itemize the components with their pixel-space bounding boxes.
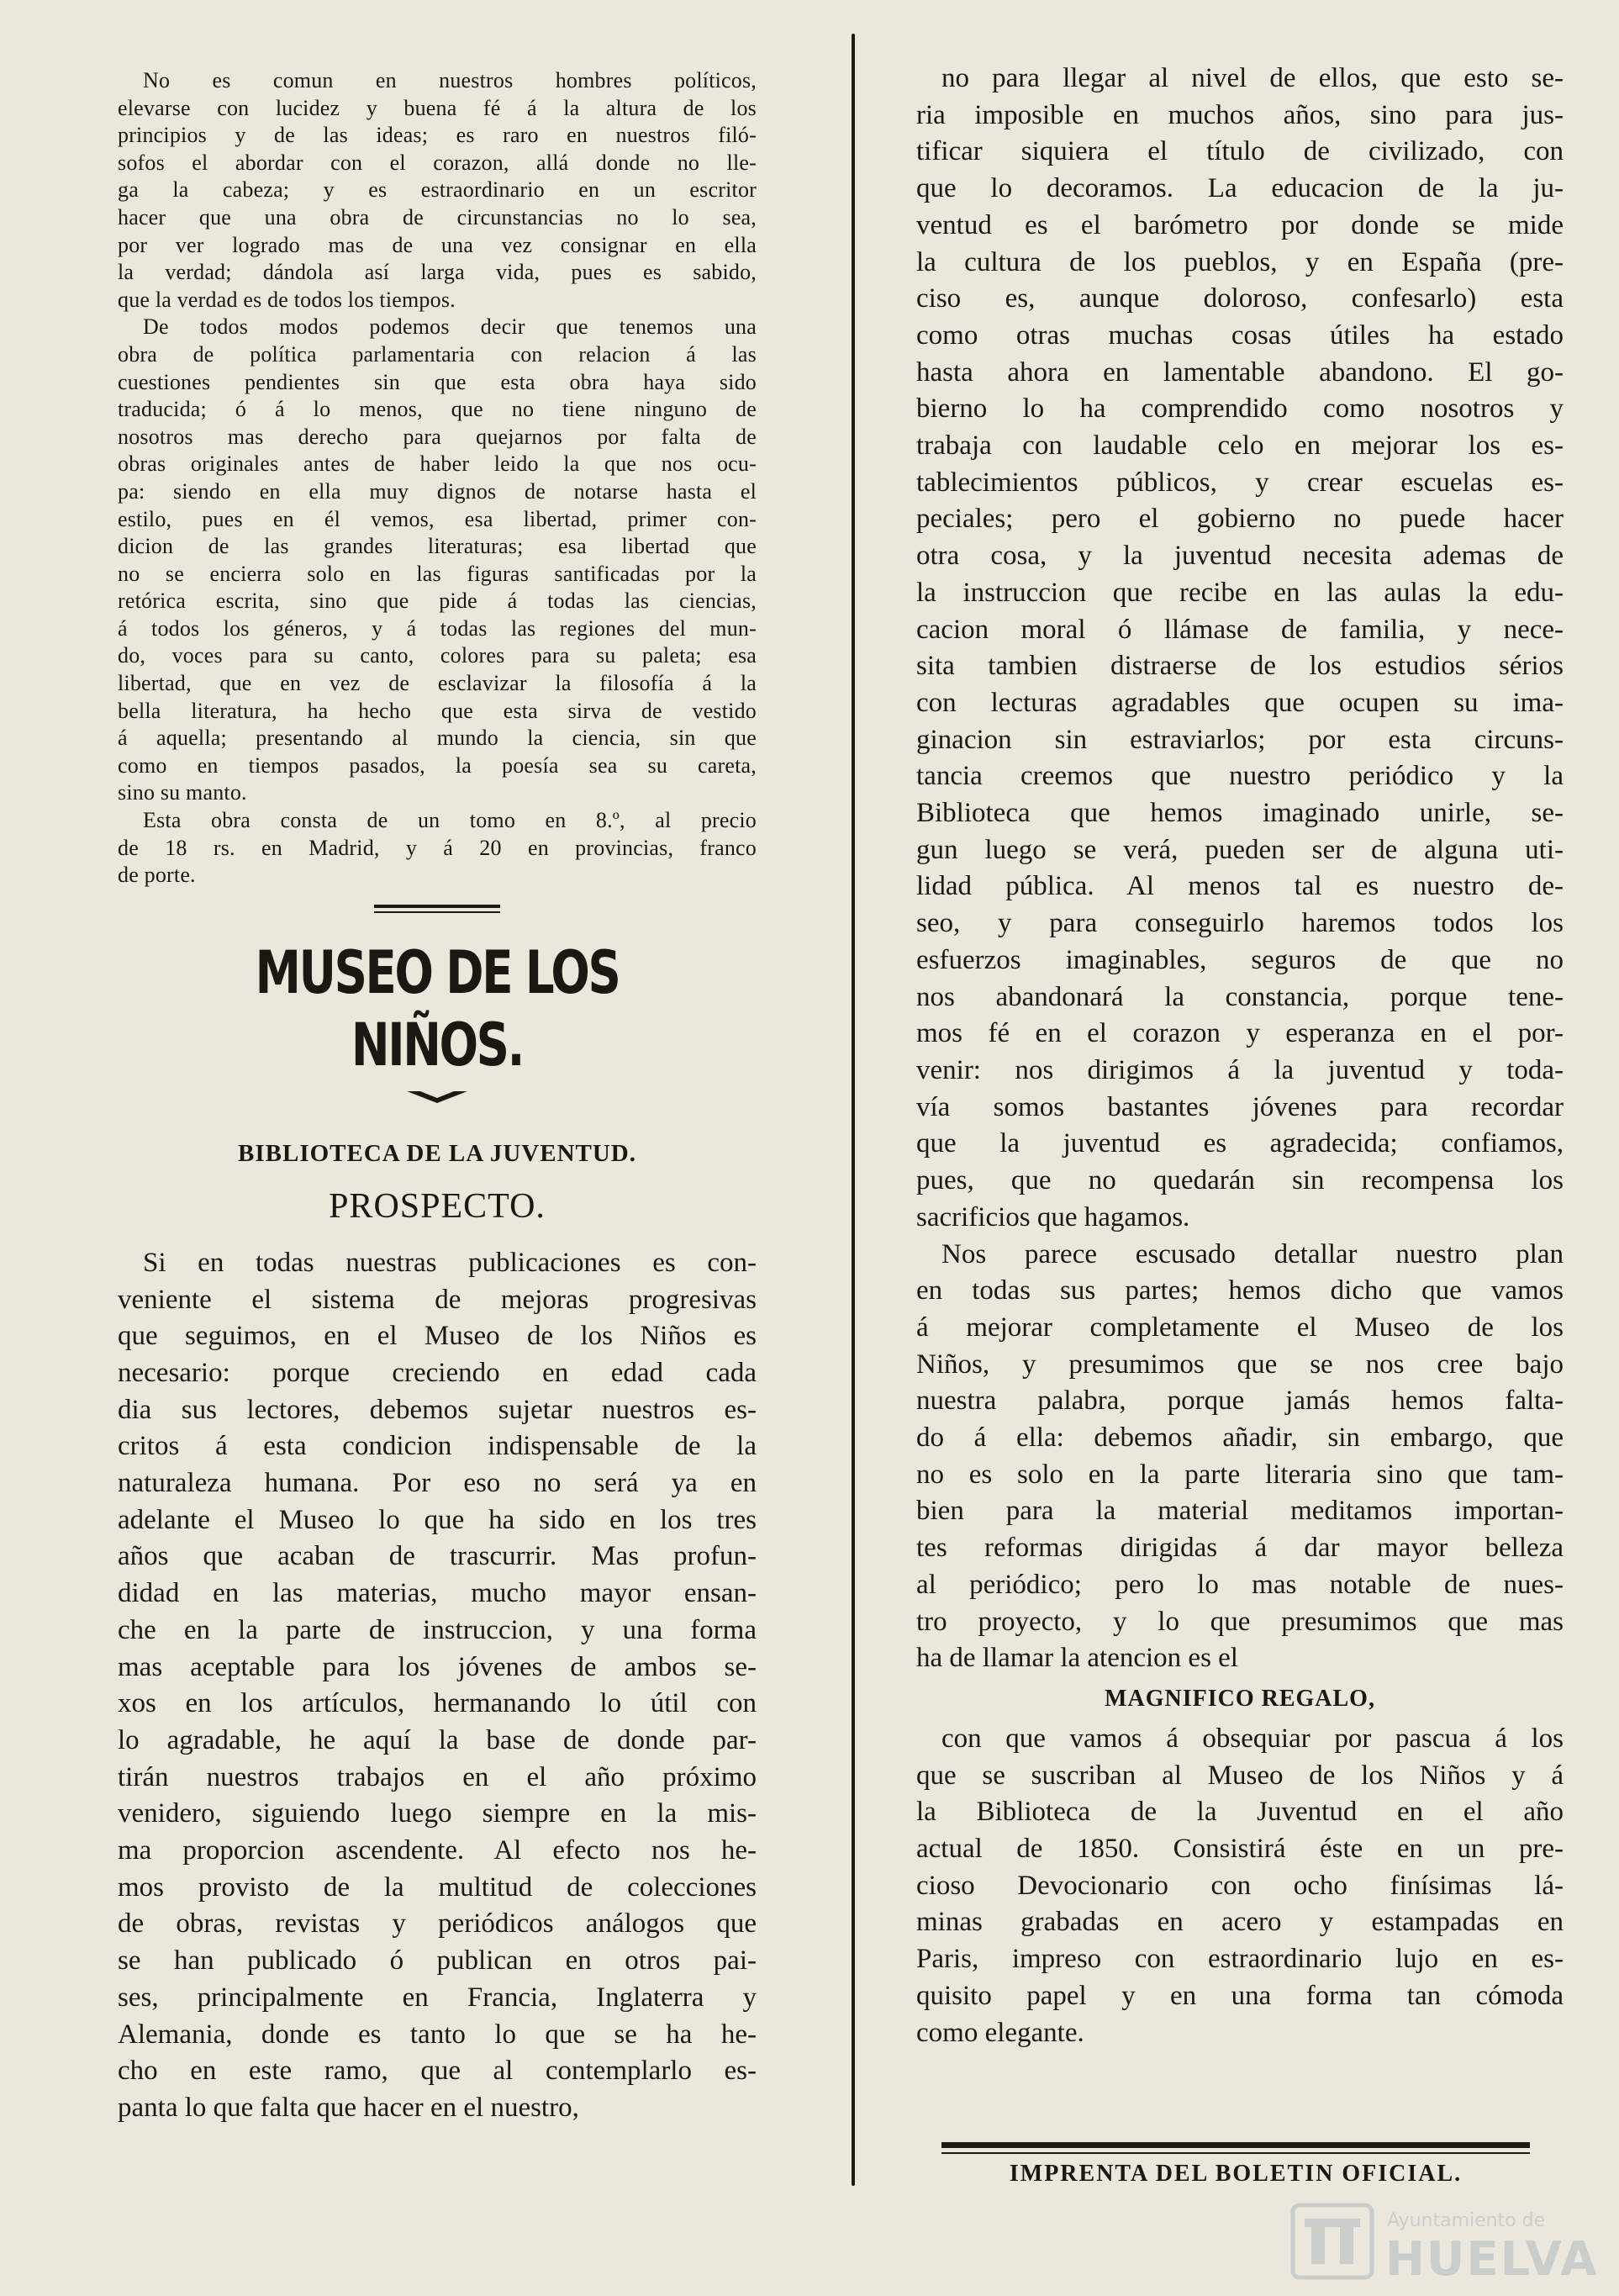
text-line: ha de llamar la atencion es el [916, 1643, 1238, 1674]
text-line: que la juventud es agradecida; confiamos, [916, 1128, 1564, 1159]
text-line: bella literatura, ha hecho que esta sirva de vestido [118, 698, 757, 723]
text-line: panta lo que falta que hacer en el nuestro, [118, 2092, 579, 2123]
right-column [916, 61, 1564, 2051]
section-divider [374, 905, 500, 913]
text-line: No es comun en nuestros hombres políticos, [143, 68, 757, 92]
text-line: venidero, siguiendo luego siempre en la mis- [118, 1798, 757, 1829]
text-line: critos á esta condicion indispensable de la [118, 1431, 757, 1462]
imprint: IMPRENTA DEL BOLETIN OFICIAL. [1009, 2161, 1463, 2187]
text-line: naturaleza humana. Por eso no será ya en [118, 1468, 757, 1499]
text-line: cho en este ramo, que al contemplarlo es- [118, 2056, 757, 2087]
text-line: á mejorar completamente el Museo de los [916, 1312, 1564, 1343]
text-line: que la verdad es de todos los tiempos. [118, 287, 456, 312]
text-line: tancia creemos que nuestro periódico y la [916, 761, 1564, 792]
text-line: tificar siquiera el título de civilizado, con [916, 136, 1564, 167]
text-line: necesario: porque creciendo en edad cada [118, 1357, 757, 1388]
text-line: con lecturas agradables que ocupen su ima- [916, 687, 1564, 718]
text-line: lo agradable, he aquí la base de donde par- [118, 1724, 757, 1755]
text-line: actual de 1850. Consistirá éste en un pre- [916, 1834, 1564, 1865]
text-line: esfuerzos imaginables, seguros de que no [916, 944, 1564, 975]
text-line: adelante el Museo lo que ha sido en los tres [118, 1504, 757, 1535]
text-line: peciales; pero el gobierno no puede hacer [916, 504, 1564, 535]
text-line: de 18 rs. en Madrid, y á 20 en provincias, franco [118, 835, 757, 860]
text-line: estilo, pues en él vemos, esa libertad, primer con- [118, 506, 757, 531]
right-paragraph-1 [916, 61, 1564, 1237]
text-line: la Biblioteca de la Juventud en el año [916, 1797, 1564, 1828]
text-line: dicion de las grandes literaturas; esa libertad que [118, 534, 757, 559]
text-line: quisito papel y en una forma tan cómoda [916, 1980, 1564, 2011]
intro-paragraph-2 [118, 314, 757, 807]
text-line: bierno lo ha comprendido como nosotros y [916, 393, 1564, 425]
text-line: de porte. [118, 863, 196, 888]
text-line: Esta obra consta de un tomo en 8.º, al precio [143, 808, 757, 833]
text-line: Alemania, donde es tanto lo que se ha he- [118, 2019, 757, 2050]
intro-paragraph-1 [118, 67, 757, 314]
text-line: gun luego se verá, pueden ser de alguna uti- [916, 834, 1564, 865]
text-line: la instruccion que recibe en las aulas la edu- [916, 577, 1564, 608]
text-line: sita tambien distraerse de los estudios sérios [916, 651, 1564, 682]
text-line: seo, y para conseguirlo haremos todos los [916, 908, 1564, 939]
imprint-divider [941, 2142, 1530, 2154]
text-line: con que vamos á obsequiar por pascua á los [941, 1723, 1564, 1754]
text-line: no para llegar al nivel de ellos, que esto se- [941, 63, 1564, 93]
prospecto-heading: PROSPECTO. [329, 1186, 546, 1226]
text-line: do, voces para su canto, colores para su paleta; esa [118, 643, 757, 668]
text-line: Niños, y presumimos que se nos cree bajo [916, 1349, 1564, 1380]
regalo-heading: MAGNIFICO REGALO, [1105, 1685, 1375, 1712]
text-line: tablecimientos públicos, y crear escuelas es- [916, 467, 1564, 498]
text-line: como en tiempos pasados, la poesía sea su careta, [118, 752, 757, 778]
text-line: se han publicado ó publican en otros pai- [118, 1945, 757, 1977]
intro-paragraph-3 [118, 807, 757, 889]
text-line: por ver logrado mas de una vez consignar en ella [118, 232, 757, 257]
text-line: nuestra palabra, porque jamás hemos falta- [916, 1386, 1564, 1417]
text-line: que seguimos, en el Museo de los Niños es [118, 1321, 757, 1352]
text-line: tro proyecto, y lo que presumimos que mas [916, 1606, 1564, 1637]
text-line: sofos el abordar con el corazon, allá donde no lle- [118, 150, 757, 175]
text-line: Biblioteca que hemos imaginado unirle, se- [916, 798, 1564, 829]
text-line: retórica escrita, sino que pide á todas las ciencias, [118, 589, 757, 614]
text-line: mas aceptable para los jóvenes de ambos se- [118, 1651, 757, 1682]
text-line: Nos parece escusado detallar nuestro plan [941, 1238, 1564, 1269]
text-line: obra de política parlamentaria con relacion á las [118, 341, 757, 367]
right-paragraph-3 [916, 1721, 1564, 2051]
text-line: ciso es, aunque doloroso, confesarlo) esta [916, 283, 1564, 314]
text-line: che en la parte de instruccion, y una forma [118, 1614, 757, 1645]
text-line: vía somos bastantes jóvenes para recordar [916, 1091, 1564, 1122]
text-line: cioso Devocionario con ocho finísimas lá- [916, 1870, 1564, 1901]
text-line: que se suscriban al Museo de los Niños y á [916, 1760, 1564, 1791]
text-line: tes reformas dirigidas á dar mayor belleza [916, 1533, 1564, 1564]
headline: MUSEO DE LOS NIÑOS. [255, 937, 620, 1079]
text-line: principios y de las ideas; es raro en nuestros filó- [118, 123, 757, 148]
text-line: en todas sus partes; hemos dicho que vamos [916, 1275, 1564, 1306]
watermark [1286, 2198, 1599, 2291]
text-line: la verdad; dándola así larga vida, pues es sabido, [118, 260, 757, 285]
text-line: tirán nuestros trabajos en el año próximo [118, 1761, 757, 1792]
text-line: ria imposible en muchos años, sino para jus- [916, 99, 1564, 130]
text-line: como elegante. [916, 2017, 1084, 2048]
text-line: pa: siendo en ella muy dignos de notarse hasta el [118, 478, 757, 504]
text-line: no se encierra solo en las figuras santificadas por la [118, 561, 757, 586]
text-line: mos provisto de la multitud de colecciones [118, 1871, 757, 1903]
right-paragraph-2 [916, 1237, 1564, 1677]
text-line: elevarse con lucidez y buena fé á la altura de los [118, 95, 757, 120]
text-line: xos en los artículos, hermanando lo útil con [118, 1688, 757, 1719]
text-line: como otras muchas cosas útiles ha estado [916, 319, 1564, 351]
text-line: de obras, revistas y periódicos análogos que [118, 1908, 757, 1940]
text-line: mos fé en el corazon y esperanza en el por- [916, 1018, 1564, 1049]
text-line: nos abandonará la constancia, porque tene- [916, 981, 1564, 1012]
text-line: sacrificios que hagamos. [916, 1201, 1190, 1232]
text-line: ga la cabeza; y es estraordinario en un escritor [118, 177, 757, 203]
text-line: hacer que una obra de circunstancias no lo sea, [118, 204, 757, 230]
text-line: cacion moral ó llámase de familia, y nece- [916, 614, 1564, 645]
text-line: veniente el sistema de mejoras progresivas [118, 1284, 757, 1315]
text-line: al periódico; pero lo mas notable de nues- [916, 1569, 1564, 1600]
subtitle: BIBLIOTECA DE LA JUVENTUD. [238, 1139, 636, 1167]
city-seal-icon [1286, 2198, 1379, 2283]
text-line: otra cosa, y la juventud necesita ademas de [916, 541, 1564, 572]
text-line: lidad pública. Al menos tal es nuestro de- [916, 871, 1564, 902]
text-line: venir: nos dirigimos á la juventud y toda- [916, 1054, 1564, 1085]
text-line: traducida; ó á lo menos, que no tiene ninguno de [118, 397, 757, 422]
text-line: didad en las materias, mucho mayor ensan- [118, 1578, 757, 1609]
column-divider [852, 34, 855, 2186]
watermark-line-1: Ayuntamiento de [1387, 2210, 1546, 2231]
watermark-line-2: HUELVA [1385, 2232, 1599, 2287]
text-line: no es solo en la parte literaria sino que tam- [916, 1459, 1564, 1490]
text-line: do á ella: debemos añadir, sin embargo, que [916, 1422, 1564, 1454]
text-line: cuestiones pendientes sin que esta obra haya sido [118, 369, 757, 394]
text-line: libertad, que en vez de esclavizar la filosofía á la [118, 671, 757, 696]
text-line: sino su manto. [118, 780, 247, 805]
text-line: minas grabadas en acero y estampadas en [916, 1907, 1564, 1938]
text-line: ginacion sin estraviarlos; por esta circuns- [916, 724, 1564, 755]
text-line: ventud es el barómetro por donde se mide [916, 209, 1564, 240]
text-line: pues, que no quedarán sin recompensa los [916, 1165, 1564, 1196]
text-line: hasta ahora en lamentable abandono. El go- [916, 356, 1564, 388]
text-line: dia sus lectores, debemos sujetar nuestros es- [118, 1394, 757, 1425]
text-line: á todos los géneros, y á todas las regiones del mun- [118, 615, 757, 641]
text-line: la cultura de los pueblos, y en España (pre- [916, 246, 1564, 277]
text-line: á aquella; presentando al mundo la ciencia, sin que [118, 726, 757, 751]
ornament-icon [403, 1088, 471, 1106]
left-column [118, 67, 757, 2127]
text-line: años que acaban de trascurrir. Mas profun- [118, 1541, 757, 1572]
text-line: nosotros mas derecho para quejarnos por falta de [118, 424, 757, 449]
text-line: ses, principalmente en Francia, Inglaterra y [118, 1982, 757, 2013]
text-line: De todos modos podemos decir que tenemos una [143, 314, 757, 340]
text-line: bien para la material meditamos importan- [916, 1496, 1564, 1527]
prospecto-paragraph [118, 1245, 757, 2127]
text-line: Si en todas nuestras publicaciones es con- [143, 1247, 757, 1278]
text-line: que lo decoramos. La educacion de la ju- [916, 173, 1564, 204]
text-line: obras originales antes de haber leido la que nos ocu- [118, 451, 757, 477]
text-line: trabaja con laudable celo en mejorar los es- [916, 430, 1564, 462]
text-line: Paris, impreso con estraordinario lujo en es- [916, 1944, 1564, 1975]
text-line: ma proporcion ascendente. Al efecto nos he- [118, 1835, 757, 1866]
